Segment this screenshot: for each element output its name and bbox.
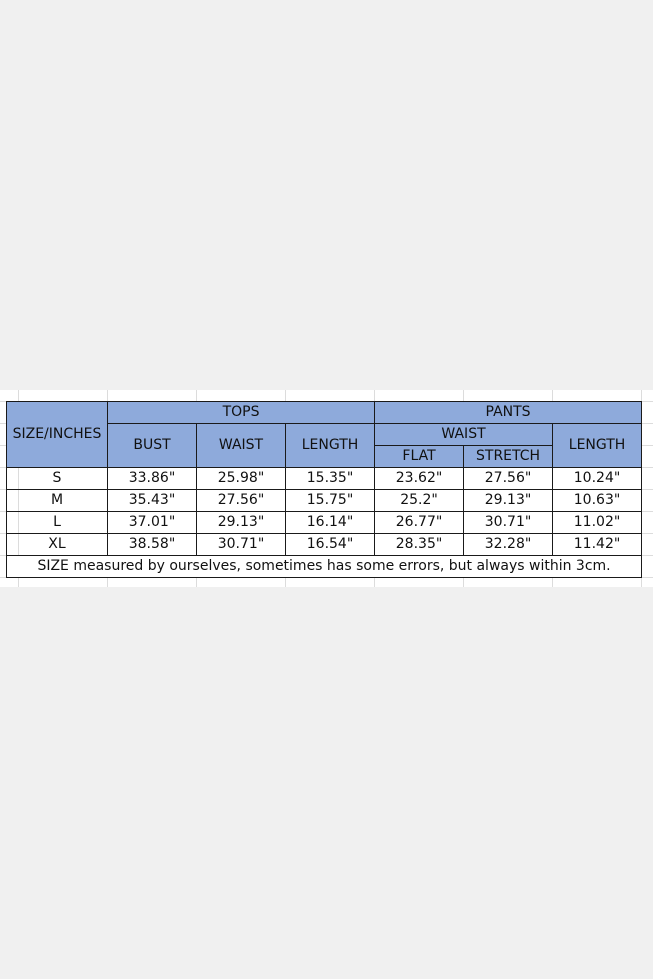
table-row — [7, 468, 642, 490]
measurement-note: SIZE measured by ourselves, sometimes has some errors, but always within 3cm. — [7, 556, 642, 578]
tops-length-cell: 15.35" — [286, 468, 375, 490]
bust-cell: 33.86" — [108, 468, 197, 490]
bust-cell: 38.58" — [108, 534, 197, 556]
size-cell: M — [7, 490, 108, 512]
tops-waist-cell: 29.13" — [197, 512, 286, 534]
stretch-header: STRETCH — [464, 446, 553, 468]
tops-length-cell: 15.75" — [286, 490, 375, 512]
tops-waist-header: WAIST — [197, 424, 286, 468]
stretch-cell: 32.28" — [464, 534, 553, 556]
size-cell: L — [7, 512, 108, 534]
pants-length-header: LENGTH — [553, 424, 642, 468]
flat-cell: 28.35" — [375, 534, 464, 556]
flat-cell: 25.2" — [375, 490, 464, 512]
pants-group-header: PANTS — [375, 402, 642, 424]
corner-header-cell: SIZE/INCHES — [7, 402, 108, 468]
size-cell: S — [7, 468, 108, 490]
flat-header: FLAT — [375, 446, 464, 468]
header-row-groups — [7, 402, 642, 424]
bust-cell: 35.43" — [108, 490, 197, 512]
tops-group-header: TOPS — [108, 402, 375, 424]
stretch-cell: 27.56" — [464, 468, 553, 490]
note-row — [7, 556, 642, 578]
pants-length-cell: 10.63" — [553, 490, 642, 512]
flat-cell: 26.77" — [375, 512, 464, 534]
size-cell: XL — [7, 534, 108, 556]
stretch-cell: 29.13" — [464, 490, 553, 512]
pants-length-cell: 11.42" — [553, 534, 642, 556]
table-row — [7, 490, 642, 512]
bust-header: BUST — [108, 424, 197, 468]
tops-waist-cell: 25.98" — [197, 468, 286, 490]
flat-cell: 23.62" — [375, 468, 464, 490]
tops-waist-cell: 30.71" — [197, 534, 286, 556]
table-row — [7, 512, 642, 534]
pants-waist-header: WAIST — [375, 424, 553, 446]
tops-waist-cell: 27.56" — [197, 490, 286, 512]
bust-cell: 37.01" — [108, 512, 197, 534]
size-chart-table — [6, 401, 642, 578]
table-row — [7, 534, 642, 556]
tops-length-cell: 16.14" — [286, 512, 375, 534]
tops-length-cell: 16.54" — [286, 534, 375, 556]
pants-length-cell: 10.24" — [553, 468, 642, 490]
tops-length-header: LENGTH — [286, 424, 375, 468]
stretch-cell: 30.71" — [464, 512, 553, 534]
pants-length-cell: 11.02" — [553, 512, 642, 534]
